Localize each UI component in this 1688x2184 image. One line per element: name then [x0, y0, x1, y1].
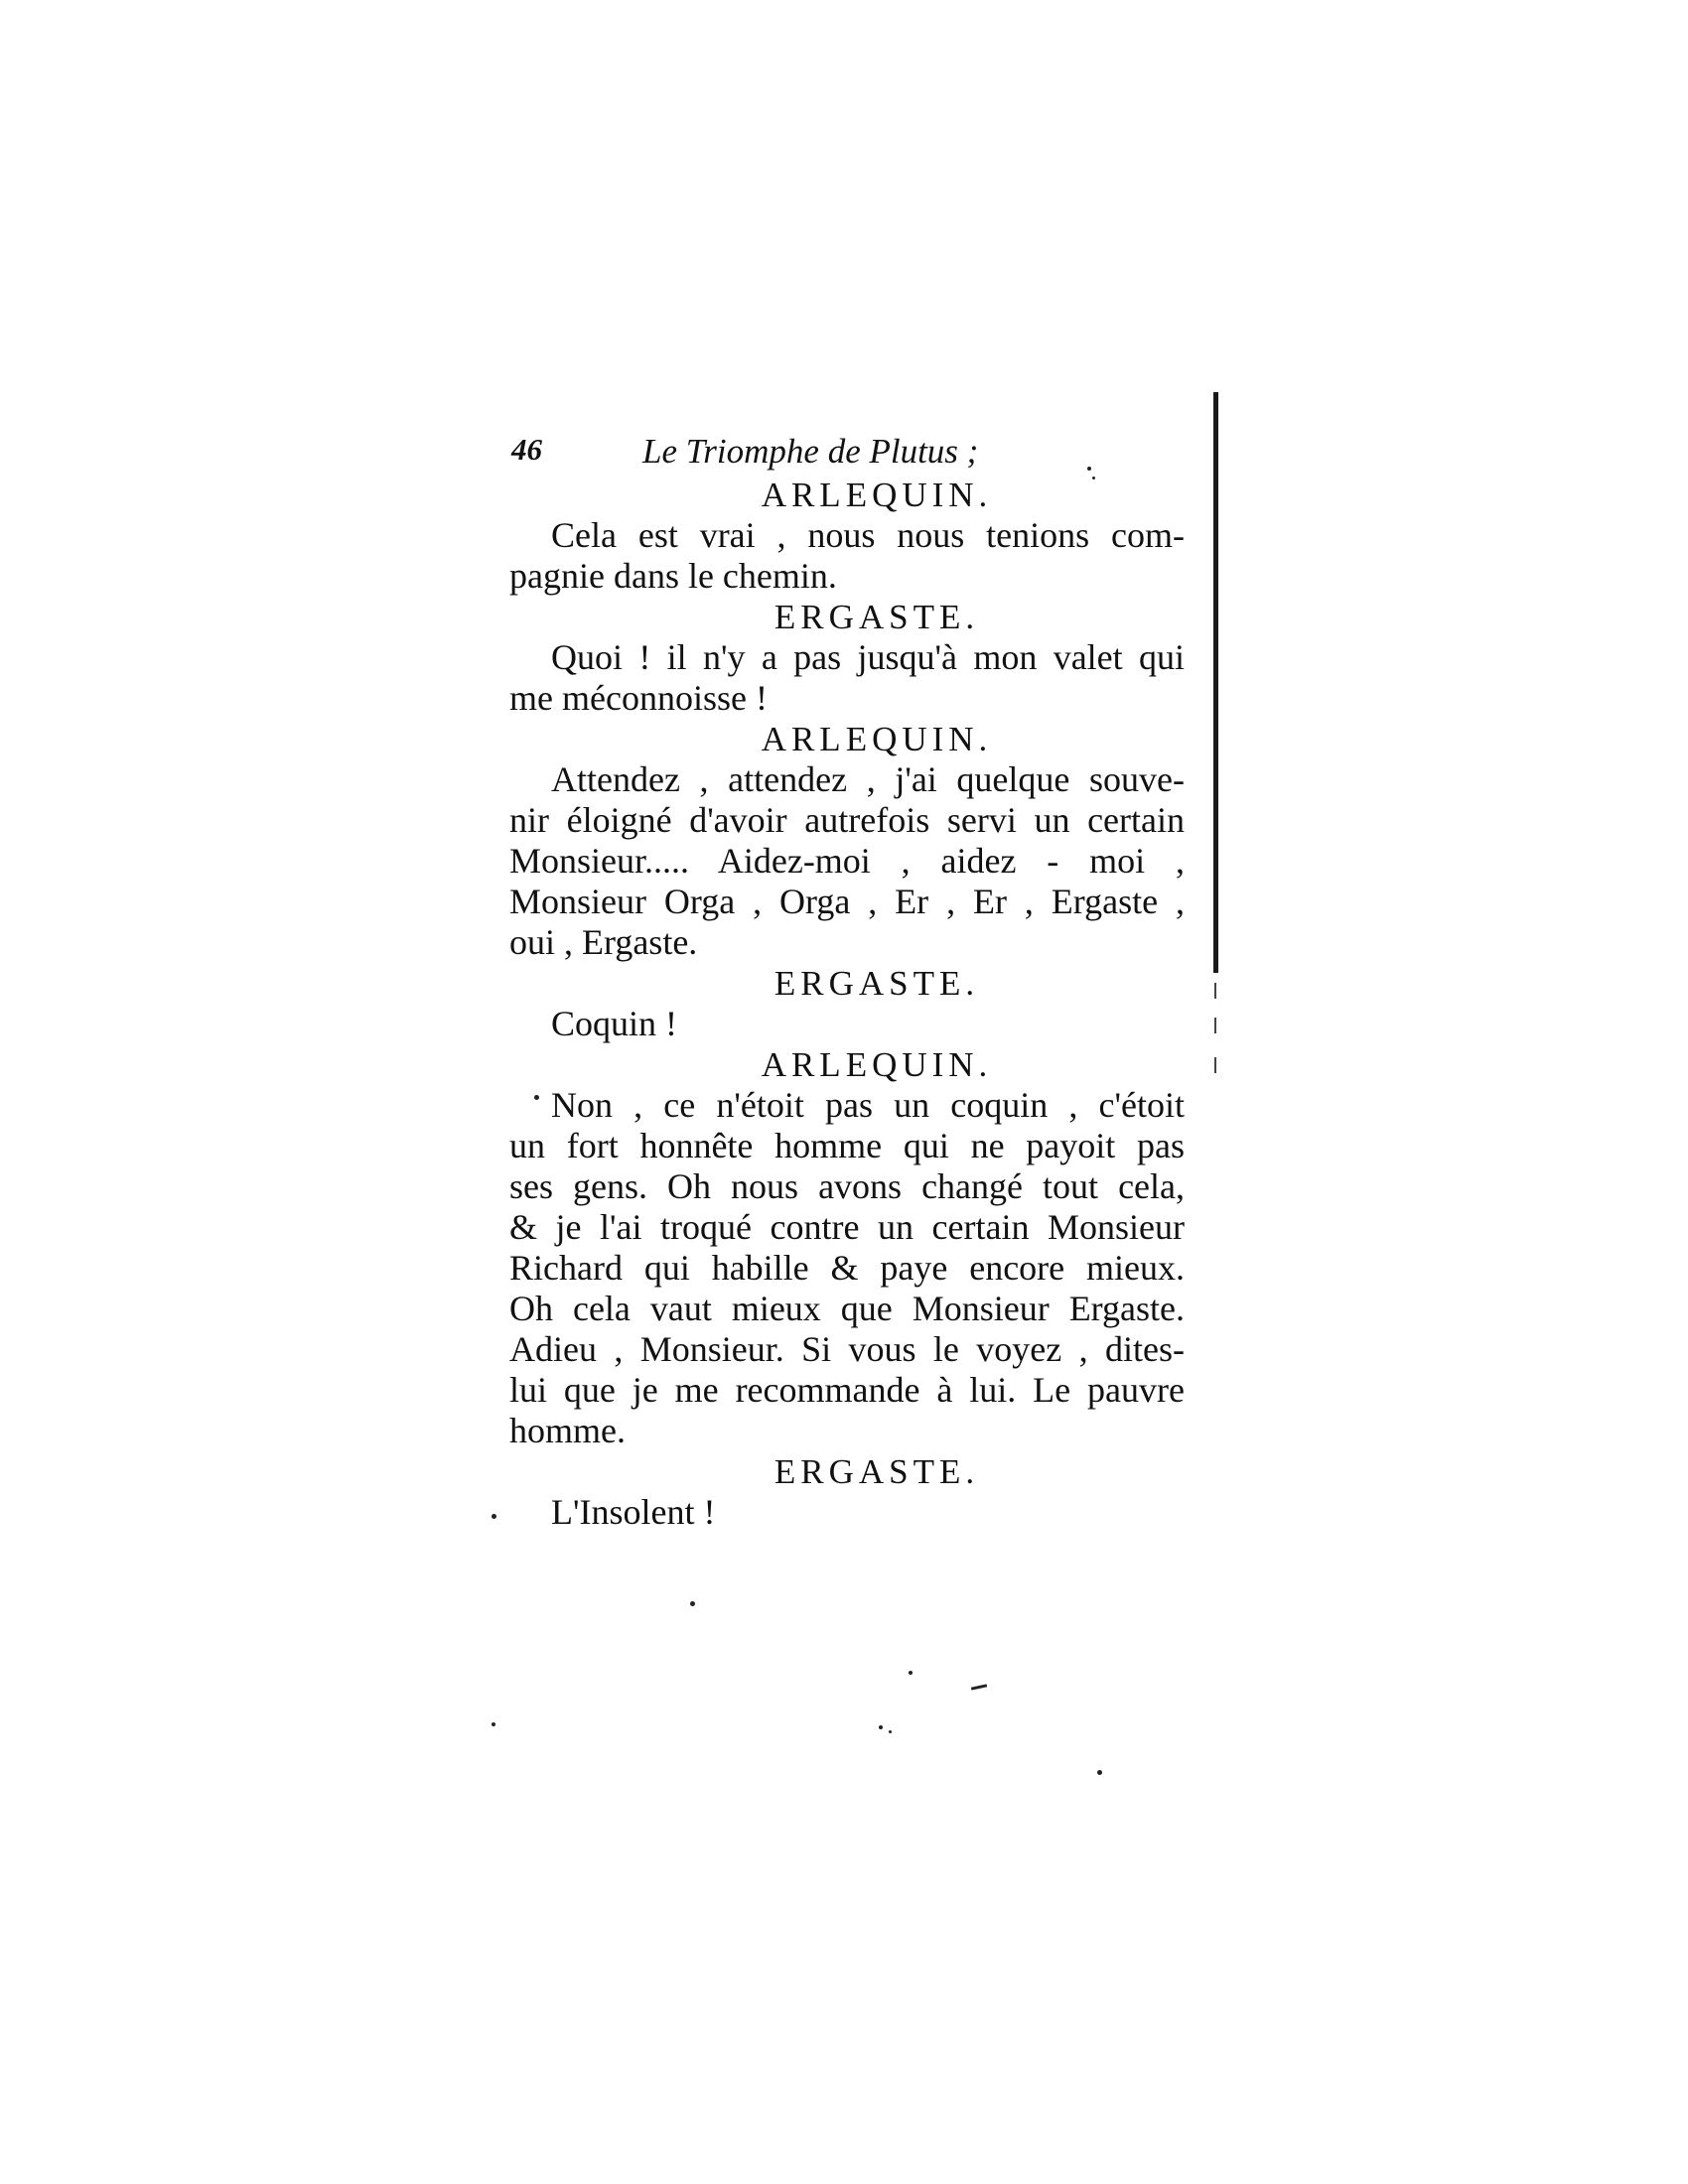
print-speck [492, 1514, 496, 1519]
print-speck [690, 1601, 695, 1606]
speaker-name: ARLEQUIN. [761, 476, 993, 514]
speech-line: Cela est vrai , nous nous tenions com- [551, 515, 1185, 555]
page-edge-mark [1214, 1057, 1216, 1073]
speech-line: Quoi ! il n'y a pas jusqu'à mon valet qui [551, 637, 1185, 677]
print-speck [1087, 467, 1091, 471]
speech-line: pagnie dans le chemin. [509, 556, 837, 596]
print-speck [492, 1722, 495, 1726]
speech-line: homme. [509, 1411, 626, 1450]
speech-line: L'Insolent ! [551, 1492, 716, 1532]
speech-line: ses gens. Oh nous avons changé tout cela, [509, 1166, 1185, 1206]
print-speck [889, 1730, 892, 1733]
print-speck [971, 1684, 987, 1690]
speech-line: Oh cela vaut mieux que Monsieur Ergaste. [509, 1289, 1185, 1328]
speech-line: Non , ce n'étoit pas un coquin , c'étoit [551, 1085, 1185, 1125]
speaker-name: ARLEQUIN. [761, 1045, 993, 1084]
speech-line: Attendez , attendez , j'ai quelque souve- [551, 759, 1185, 799]
speech-line: lui que je me recommande à lui. Le pauvre [509, 1370, 1185, 1410]
speech-line: Monsieur Orga , Orga , Er , Er , Ergaste , [509, 882, 1185, 921]
speech-line: Coquin ! [551, 1004, 678, 1043]
speaker-name: ERGASTE. [774, 1452, 980, 1491]
speech-line: nir éloigné d'avoir autrefois servi un certain [509, 800, 1185, 840]
print-speck [909, 1671, 913, 1675]
page-number: 46 [511, 432, 542, 467]
page-edge-shadow [1213, 392, 1218, 973]
print-speck [1097, 1770, 1102, 1775]
speaker-name: ARLEQUIN. [761, 720, 993, 758]
speech-line: me méconnoisse ! [509, 678, 768, 718]
running-head: Le Triomphe de Plutus ; [642, 432, 979, 471]
print-speck [1092, 477, 1095, 479]
speech-line: & je l'ai troqué contre un certain Monsieur [509, 1207, 1185, 1247]
play-text [509, 475, 1185, 1533]
print-speck [879, 1725, 883, 1729]
speaker-name: ERGASTE. [774, 964, 980, 1003]
speech-line: un fort honnête homme qui ne payoit pas [509, 1126, 1185, 1165]
speech-line: oui , Ergaste. [509, 922, 698, 962]
page-edge-mark [1214, 983, 1216, 999]
print-speck [534, 1095, 539, 1100]
speech-line: Monsieur..... Aidez-moi , aidez - moi , [509, 841, 1185, 881]
speech-line: Adieu , Monsieur. Si vous le voyez , dites- [509, 1329, 1185, 1369]
speaker-name: ERGASTE. [774, 598, 980, 636]
page-edge-mark [1214, 1018, 1216, 1033]
speech-line: Richard qui habille & paye encore mieux. [509, 1248, 1185, 1288]
